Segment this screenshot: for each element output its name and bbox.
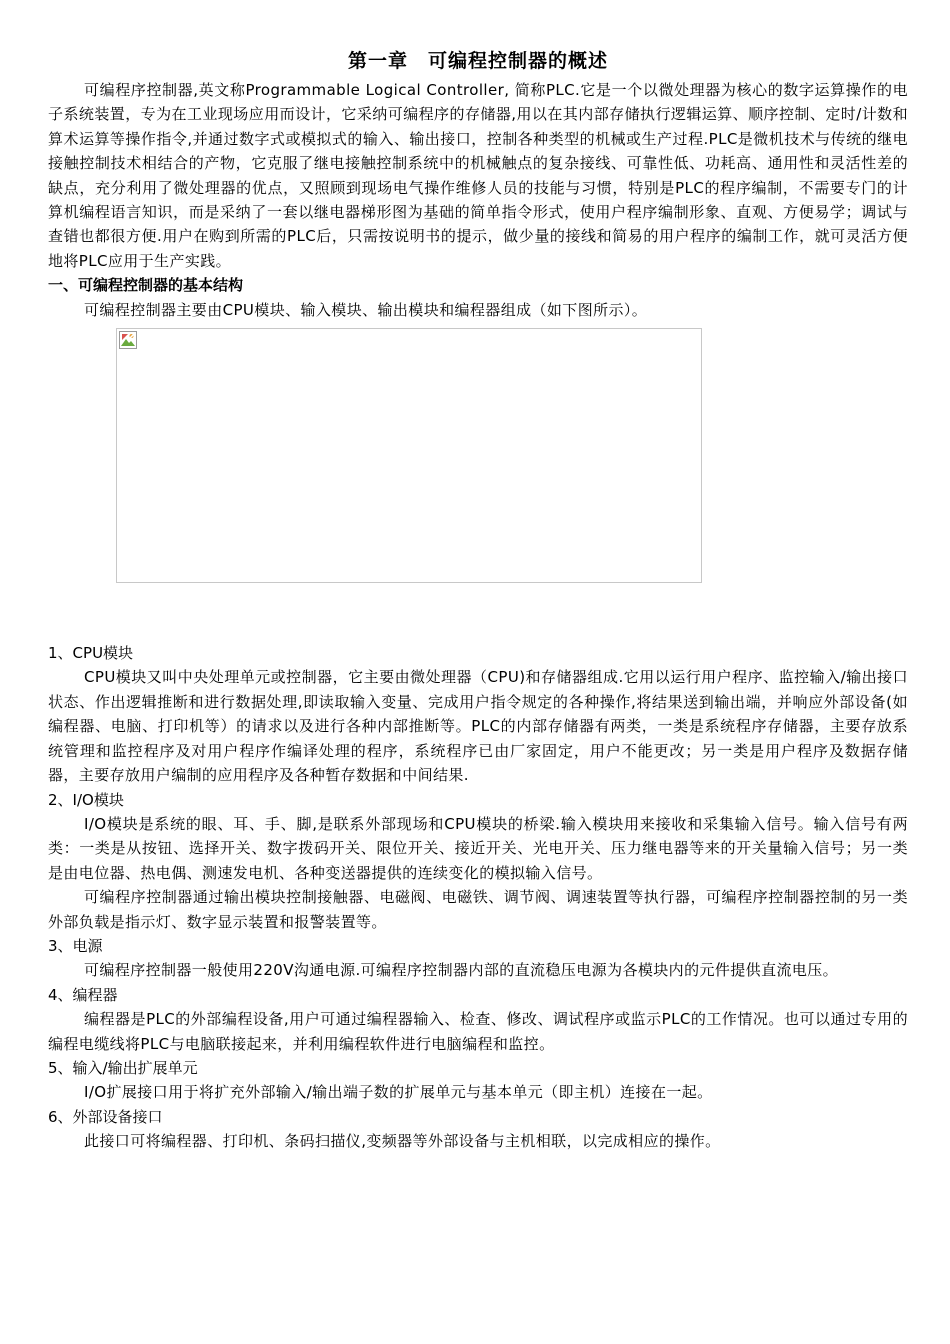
module-item	[48, 641, 908, 787]
module-heading: 2、I/O模块	[48, 790, 124, 809]
module-item	[48, 788, 908, 934]
module-heading: 4、编程器	[48, 985, 118, 1004]
module-heading: 6、外部设备接口	[48, 1107, 163, 1126]
section-heading: 一、可编程控制器的基本结构	[48, 276, 244, 295]
module-heading: 1、CPU模块	[48, 644, 134, 663]
broken-image-icon	[119, 331, 137, 349]
module-paragraph: 编程器是PLC的外部编程设备,用户可通过编程器输入、检查、修改、调试程序或监示PLC的工作情况。也可以通过专用的编程电缆线将PLC与电脑联接起来，并利用编程软件进行电脑编程和监控。	[48, 1010, 908, 1053]
module-paragraph: 可编程序控制器通过输出模块控制接触器、电磁阀、电磁铁、调节阀、调速装置等执行器，可编程序控制器控制的另一类外部负载是指示灯、数字显示装置和报警装置等。	[48, 888, 908, 931]
module-paragraph: I/O扩展接口用于将扩充外部输入/输出端子数的扩展单元与基本单元（即主机）连接在一起。	[84, 1083, 713, 1102]
module-heading: 5、输入/输出扩展单元	[48, 1058, 198, 1077]
section-intro: 可编程控制器主要由CPU模块、输入模块、输出模块和编程器组成（如下图所示）。	[84, 300, 648, 319]
module-heading: 3、电源	[48, 936, 103, 955]
module-paragraph: I/O模块是系统的眼、耳、手、脚,是联系外部现场和CPU模块的桥梁.输入模块用来接收和采集输入信号。输入信号有两类：一类是从按钮、选择开关、数字拨码开关、限位开关、接近开关、光电开关、压力继电器等来的开关量输入信号；另一类是由电位器、热电偶、测速发电机、各种变送器提供的连续变化的模拟输入信号。	[48, 814, 908, 882]
module-item	[48, 1056, 908, 1105]
module-item	[48, 934, 908, 983]
document-page	[48, 44, 908, 1154]
module-list	[48, 641, 908, 1154]
module-paragraph: 此接口可将编程器、打印机、条码扫描仪,变频器等外部设备与主机相联，以完成相应的操作。	[84, 1132, 721, 1151]
structure-diagram-placeholder	[116, 328, 702, 583]
module-item	[48, 983, 908, 1056]
module-paragraph: 可编程序控制器一般使用220V沟通电源.可编程序控制器内部的直流稳压电源为各模块内的元件提供直流电压。	[84, 961, 839, 980]
chapter-title: 第一章 可编程控制器的概述	[347, 50, 608, 72]
module-item	[48, 1105, 908, 1154]
module-paragraph: CPU模块又叫中央处理单元或控制器，它主要由微处理器（CPU)和存储器组成.它用以运行用户程序、监控输入/输出接口状态、作出逻辑推断和进行数据处理,即读取输入变量、完成用户指令规定的各种操作,将结果送到输出端，并响应外部设备(如编程器、电脑、打印机等）的请求以及进行各种内部推断等。PLC的内部存储器有两类，一类是系统程序存储器，主要存放系统管理和监控程序及对用户程序作编译处理的程序，系统程序已由厂家固定，用户不能更改；另一类是用户程序及数据存储器，主要存放用户编制的应用程序及各种暂存数据和中间结果.	[48, 668, 908, 785]
intro-paragraph: 可编程序控制器,英文称Programmable Logical Controller, 简称PLC.它是一个以微处理器为核心的数字运算操作的电子系统装置，专为在工业现场应用而设计，它采纳可编程序的存储器,用以在其内部存储执行逻辑运算、顺序控制、定时/计数和算术运算等操作指令,并通过数字式或模拟式的输入、输出接口，控制各种类型的机械或生产过程.PLC是微机技术与传统的继电接触控制技术相结合的产物，它克服了继电接触控制系统中的机械触点的复杂接线、可靠性低、功耗高、通用性和灵活性差的缺点，充分利用了微处理器的优点，又照顾到现场电气操作维修人员的技能与习惯，特别是PLC的程序编制，不需要专门的计算机编程语言知识，而是采纳了一套以继电器梯形图为基础的简单指令形式，使用户程序编制形象、直观、方便易学；调试与查错也都很方便.用户在购到所需的PLC后，只需按说明书的提示，做少量的接线和简易的用户程序的编制工作，就可灵活方便地将PLC应用于生产实践。	[48, 81, 908, 270]
